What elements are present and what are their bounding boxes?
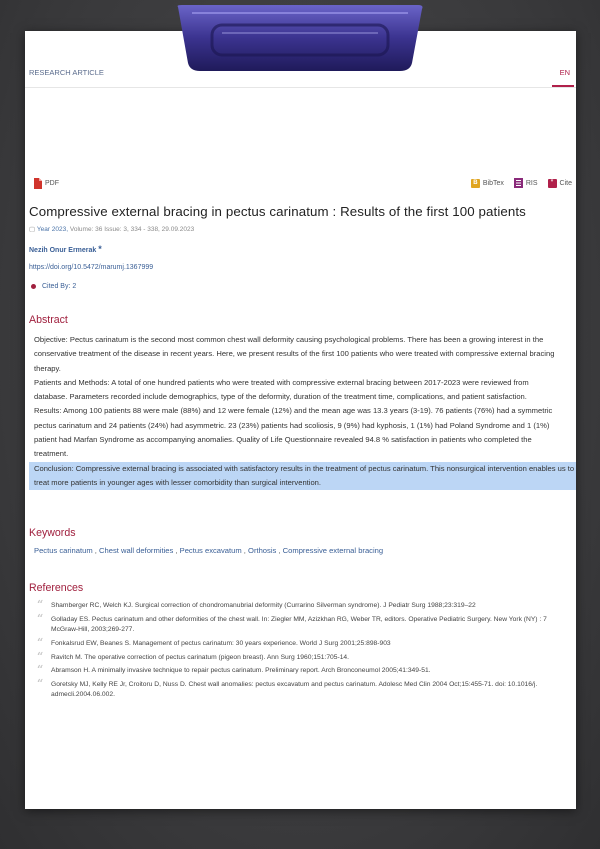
bibtex-label: BibTex [482,179,504,187]
reference-item [37,635,565,650]
quote-icon: “ [37,598,44,611]
references-list [37,598,565,704]
document-page [25,31,576,809]
reference-text: Fonkalsrud EW, Beanes S. Management of pectus carinatum: 30 years experience. World J Surg 2001;25:898-903 [51,639,391,647]
keyword-link[interactable]: Pectus carinatum [34,546,93,555]
bibtex-button[interactable] [471,179,504,188]
keyword-link[interactable]: Chest wall deformities [99,546,174,555]
abstract-body [34,333,575,490]
keyword-link[interactable]: Compressive external bracing [282,546,384,555]
cite-button[interactable] [548,179,572,188]
reference-item [37,611,565,636]
doi-link[interactable]: https://doi.org/10.5472/marumj.1367999 [29,264,154,271]
quote-icon: ” [548,179,557,188]
abstract-objective: Objective: Pectus carinatum is the second most common chest wall deformity causing psychological problems. There has been a growing interest in the conservative treatment of the disease in recent years. Here, we present results of the first 100 patients who were treated with compressive external bracing therapy. [34,335,555,373]
abstract-results: Results: Among 100 patients 88 were male (88%) and 12 were female (12%) and the mean age was 13.3 years (3-19). 76 patients (76%) had a symmetric pectus carinatum and 24 patients (24%) had asymmetric. 23 (23%) patients had scoliosis, 9 (9%) had kyphosis, 1 (1%) had Poland Syndrome and 1 (1%) patient had Marfan Syndrome as accompanying anomalies. Quality of Life Questionnaire revealed 94.8 % satisfaction in patients who completed the treatment. [34,406,553,459]
abstract-conclusion: Conclusion: Compressive external bracing is associated with satisfactory results in the treatment of pectus carinatum. This nonsurgical intervention enables us to treat more patients in younger ages with lesser comorbidity than surgical intervention. [29,462,576,491]
quote-icon: “ [37,635,44,649]
citation-tools [471,178,572,188]
bullet-icon [31,284,36,289]
reference-item [37,598,565,612]
pdf-download-link[interactable] [33,178,59,189]
article-volume-issue: Volume: 36 Issue: 3, 334 - 338, 29.09.2023 [68,226,195,233]
reference-item [37,676,565,701]
pdf-icon [33,178,42,189]
reference-text: Goretsky MJ, Kelly RE Jr, Croitoru D, Nuss D. Chest wall anomalies: pectus excavatum and pectus carinatum. Adolesc Med Clin 2004 Oct;15:455-71. doi: 10.1016/j. admecli.2004.06.002. [51,680,538,699]
author-link[interactable] [29,244,102,254]
binder-clip-icon [172,3,428,75]
language-tab[interactable]: EN [559,68,570,77]
ris-label: RIS [525,179,538,187]
reference-text: Ravitch M. The operative correction of pectus carinatum (pigeon breast). Ann Surg 1960;151:705-14. [51,653,350,661]
quote-icon: “ [37,611,44,625]
ris-button[interactable] [514,178,538,188]
reference-item [37,649,565,664]
cited-by-link[interactable] [31,283,76,290]
ris-icon [514,178,523,188]
author-name: Nezih Onur Ermerak [29,247,97,254]
corresponding-author-icon: * [98,244,102,254]
article-year-link[interactable]: Year 2023, [36,226,69,233]
quote-icon: “ [37,649,44,663]
cited-by-label: Cited By: 2 [42,283,77,290]
reference-item [37,663,565,677]
calendar-icon: ▢ [29,226,36,233]
quote-icon: “ [37,663,44,677]
reference-text: Shamberger RC, Welch KJ. Surgical correction of chondromanubrial deformity (Currarino Silverman syndrome). J Pediatr Surg 1988;23:319–22 [51,602,476,609]
abstract-heading: Abstract [29,314,68,326]
reference-text: Abramson H. A minimally invasive technique to repair pectus carinatum. Preliminary report. Arch Bronconeumol 2005;41:349-51. [51,667,431,675]
quote-icon: “ [37,676,44,690]
abstract-methods: Patients and Methods: A total of one hundred patients who were treated with compressive external bracing between 2017-2023 were reviewed from database. Parameters recorded include demographics, type of the deformity, duration of the treatment time, complications, and patient satisfaction. [34,377,529,402]
keywords-heading: Keywords [29,527,76,539]
keywords-list: Pectus carinatum , Chest wall deformities , Pectus excavatum , Orthosis , Compressive external bracing [34,546,384,555]
references-heading: References [29,582,84,594]
bibtex-icon: B [471,179,480,188]
reference-text: Golladay ES. Pectus carinatum and other deformities of the chest wall. In: Ziegler MM, Azizkhan RG, Weber TR, editors. Operative Pediatric Surgery. New York (NY) : 7 McGraw-Hill, 2003;269-277. [51,615,547,634]
keyword-link[interactable]: Orthosis [248,546,277,555]
pdf-label: PDF [45,180,59,187]
article-title: Compressive external bracing in pectus carinatum : Results of the first 100 patients [29,204,526,219]
article-type-label: RESEARCH ARTICLE [29,68,104,77]
article-meta [29,225,194,233]
cite-label: Cite [559,179,572,187]
keyword-link[interactable]: Pectus excavatum [179,546,242,555]
